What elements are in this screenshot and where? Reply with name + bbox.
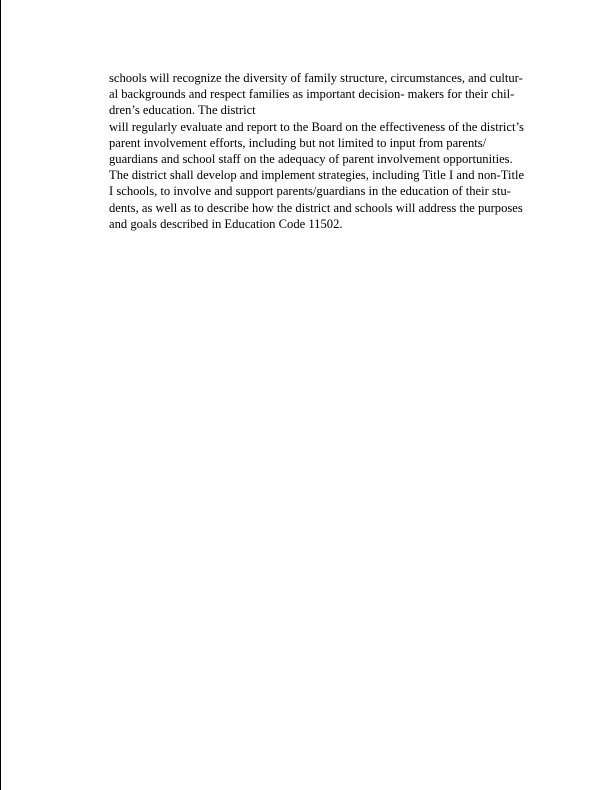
text-line: dents, as well as to describe how the district and schools will address the purposes (109, 200, 523, 215)
text-line: The district shall develop and implement strategies, including Title I and non-Title (109, 168, 525, 183)
text-line: guardians and school staff on the adequacy of parent involvement opportunities. (109, 152, 513, 167)
text-line: schools will recognize the diversity of family structure, circumstances, and cultur- (109, 71, 523, 85)
text-line: dren’s education. The district (109, 103, 256, 118)
text-line: I schools, to involve and support parents/guardians in the education of their stu- (109, 184, 511, 199)
text-line: and goals described in Education Code 11502. (109, 216, 343, 231)
text-line: al backgrounds and respect families as important decision- makers for their chil- (109, 87, 515, 102)
text-line: will regularly evaluate and report to the Board on the effectiveness of the district’s (109, 119, 524, 134)
text-line: parent involvement efforts, including but not limited to input from parents/ (109, 135, 487, 150)
body-text (109, 70, 549, 232)
